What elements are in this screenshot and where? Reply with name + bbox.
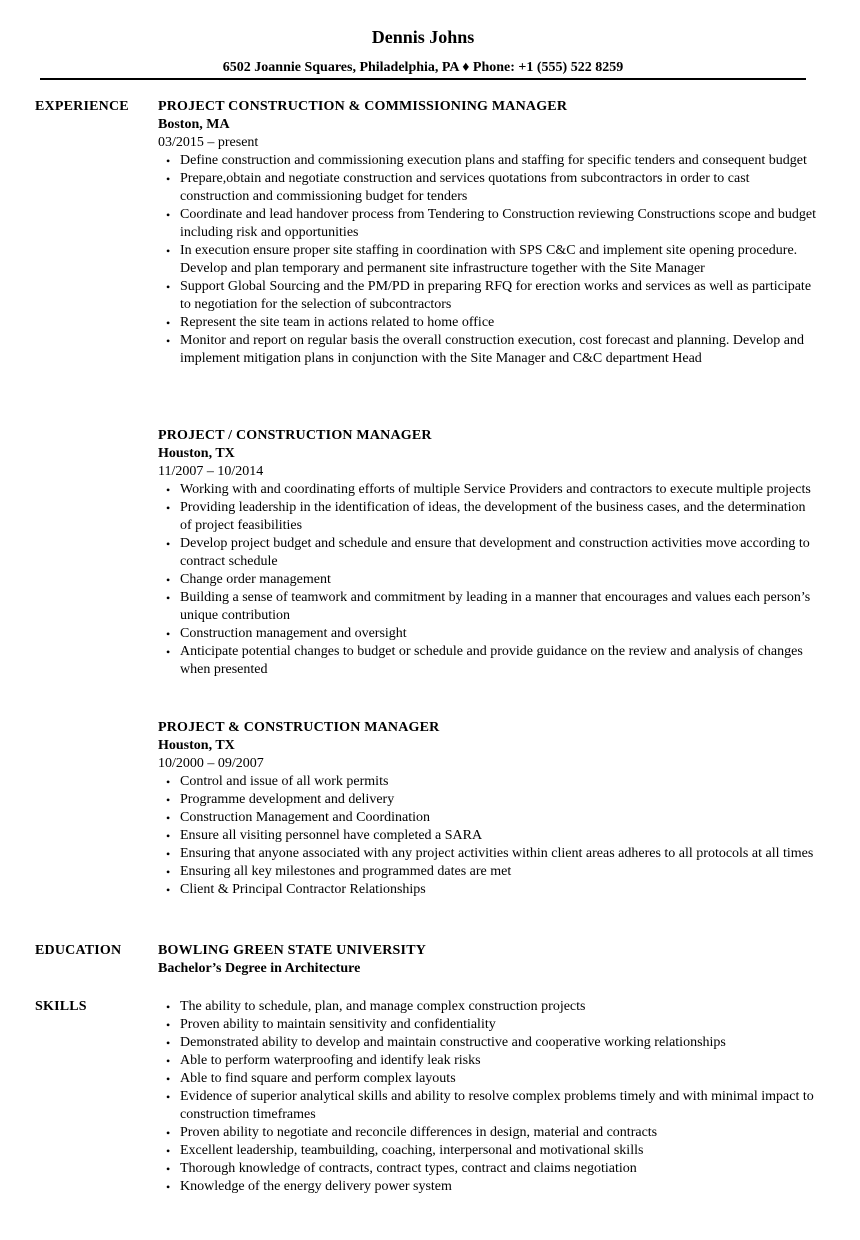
skills-label: SKILLS: [35, 999, 87, 1014]
job-bullet: • Providing leadership in the identification of ideas, the development of the business cases, and the determination of project feasibilities: [158, 499, 818, 535]
skill-item: • Demonstrated ability to develop and maintain constructive and cooperative working relationships: [158, 1034, 818, 1052]
job-title: PROJECT & CONSTRUCTION MANAGER: [158, 720, 440, 735]
job-bullets: [158, 773, 818, 899]
skill-item: • Excellent leadership, teambuilding, coaching, interpersonal and motivational skills: [158, 1142, 818, 1160]
job-bullet: • Programme development and delivery: [158, 791, 818, 809]
skill-item: • Evidence of superior analytical skills and ability to resolve complex problems timely and with minimal impact to construction timeframes: [158, 1088, 818, 1124]
skill-item: • Proven ability to negotiate and reconcile differences in design, material and contracts: [158, 1124, 818, 1142]
job-entry: [158, 98, 818, 368]
skill-item: • Knowledge of the energy delivery power system: [158, 1178, 818, 1196]
job-bullet: • Building a sense of teamwork and commitment by leading in a manner that encourages and values each person’s unique contribution: [158, 589, 818, 625]
job-bullets: [158, 152, 818, 368]
job-bullet: • Ensure all visiting personnel have completed a SARA: [158, 827, 818, 845]
job-title: PROJECT / CONSTRUCTION MANAGER: [158, 428, 432, 443]
job-bullets: [158, 481, 818, 679]
school-name: BOWLING GREEN STATE UNIVERSITY: [158, 943, 427, 958]
job-entry: [158, 427, 818, 679]
job-bullet: • Represent the site team in actions related to home office: [158, 314, 818, 332]
job-location: Houston, TX: [158, 446, 235, 461]
job-bullet: • Working with and coordinating efforts of multiple Service Providers and contractors to execute multiple projects: [158, 481, 818, 499]
job-bullet: • Anticipate potential changes to budget or schedule and provide guidance on the review and analysis of changes when presented: [158, 643, 818, 679]
job-bullet: • Define construction and commissioning execution plans and staffing for specific tenders and consequent budget: [158, 152, 818, 170]
job-dates: 10/2000 – 09/2007: [158, 756, 264, 771]
job-location: Houston, TX: [158, 738, 235, 753]
skills-entry: [158, 998, 818, 1196]
education-entry: [158, 942, 818, 978]
skill-item: • Able to find square and perform complex layouts: [158, 1070, 818, 1088]
job-entry: [158, 719, 818, 899]
degree-name: Bachelor’s Degree in Architecture: [158, 961, 361, 976]
skill-item: • Able to perform waterproofing and identify leak risks: [158, 1052, 818, 1070]
job-dates: 03/2015 – present: [158, 135, 259, 150]
job-dates: 11/2007 – 10/2014: [158, 464, 264, 479]
job-bullet: • Control and issue of all work permits: [158, 773, 818, 791]
skill-item: • Proven ability to maintain sensitivity and confidentiality: [158, 1016, 818, 1034]
job-bullet: • Coordinate and lead handover process from Tendering to Construction reviewing Constructions scope and budget including risk and opportunities: [158, 206, 818, 242]
job-bullet: • Ensuring that anyone associated with any project activities within client areas adheres to all protocols at all times: [158, 845, 818, 863]
skill-item: • Thorough knowledge of contracts, contract types, contract and claims negotiation: [158, 1160, 818, 1178]
job-bullet: • In execution ensure proper site staffing in coordination with SPS C&C and implement site opening procedure. Develop and plan temporary and permanent site infrastructure together with the Site Manager: [158, 242, 818, 278]
resume-header: [0, 26, 846, 48]
skills-list: [158, 998, 818, 1196]
job-bullet: • Construction management and oversight: [158, 625, 818, 643]
job-bullet: • Client & Principal Contractor Relationships: [158, 881, 818, 899]
skill-item: • The ability to schedule, plan, and manage complex construction projects: [158, 998, 818, 1016]
job-title: PROJECT CONSTRUCTION & COMMISSIONING MANAGER: [158, 99, 568, 114]
experience-label: EXPERIENCE: [35, 99, 129, 114]
header-divider: [40, 78, 806, 80]
job-bullet: • Monitor and report on regular basis the overall construction execution, cost forecast and planning. Develop and implement mitigation plans in conjunction with the Site Manager and C&C department Head: [158, 332, 818, 368]
job-bullet: • Construction Management and Coordination: [158, 809, 818, 827]
contact-line: 6502 Joannie Squares, Philadelphia, PA ♦ Phone: +1 (555) 522 8259: [222, 60, 624, 75]
job-location: Boston, MA: [158, 117, 230, 132]
job-bullet: • Develop project budget and schedule and ensure that development and construction activities move according to contract schedule: [158, 535, 818, 571]
job-bullet: • Prepare,obtain and negotiate construction and services quotations from subcontractors in order to cast construction and commissioning budget for tenders: [158, 170, 818, 206]
job-bullet: • Ensuring all key milestones and programmed dates are met: [158, 863, 818, 881]
candidate-name: Dennis Johns: [371, 27, 475, 47]
education-label: EDUCATION: [35, 943, 122, 958]
job-bullet: • Support Global Sourcing and the PM/PD in preparing RFQ for erection works and services as well as participate to negotiation for the selection of subcontractors: [158, 278, 818, 314]
job-bullet: • Change order management: [158, 571, 818, 589]
